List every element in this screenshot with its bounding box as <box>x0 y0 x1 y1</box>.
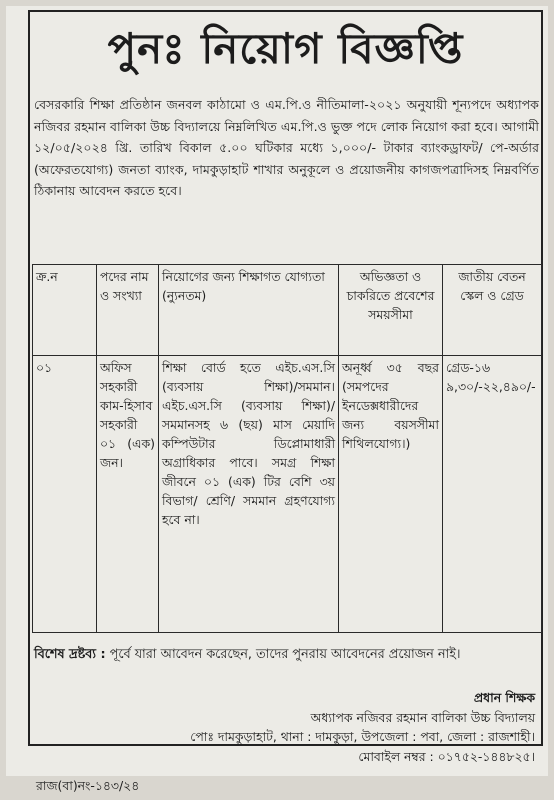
school-address: পোঃ দামকুড়াহাট, থানা : দামকুড়া, উপজেলা : পবা, জেলা : রাজশাহী। <box>190 729 535 744</box>
signatory-designation: প্রধান শিক্ষক <box>473 690 535 705</box>
cell-qualification: শিক্ষা বোর্ড হতে এইচ.এস.সি (ব্যবসায় শিক্ষা)/সমমান। এইচ.এস.সি (ব্যবসায় শিক্ষা)/সমমানসহ ৬ (ছয়) মাস মেয়াদি কম্পিউটার ডিপ্লোমাধারী অগ্রাধিকার পাবে। সমগ্র শিক্ষা জীবনে ০১ (এক) টির বেশি ৩য় বিভাগ/ শ্রেণি/ সমমান গ্রহণযোগ্য হবে না। <box>159 356 339 633</box>
header-post: পদের নাম ও সংখ্যা <box>97 265 159 356</box>
page-title: পুনঃ নিয়োগ বিজ্ঞপ্তি <box>107 24 464 73</box>
special-note-text: পূর্বে যারা আবেদন করেছেন, তাদের পুনরায় আবেদনের প্রয়োজন নাই। <box>109 647 461 662</box>
cell-post: অফিস সহকারী কাম-হিসাব সহকারী ০১ (এক) জন। <box>97 356 159 633</box>
intro-paragraph: বেসরকারি শিক্ষা প্রতিষ্ঠান জনবল কাঠামো ও এম.পি.ও নীতিমালা-২০২১ অনুযায়ী শূন্যপদে অধ্যাপক নজিবর রহমান বালিকা উচ্চ বিদ্যালয়ে নিম্নলিখিত এম.পি.ও ভুক্ত পদে লোক নিয়োগ করা হবে। আগামী ১২/০৫/২০২৪ খ্রি. তারিখ বিকাল ৫.০০ ঘটিকার মধ্যে ১,০০০/- টাকার ব্যাংকড্রাফট/ পে-অর্ডার (অফেরতযোগ্য) জনতা ব্যাংক, দামকুড়াহাট শাখার অনুকূলে ও প্রয়োজনীয় কাগজপত্রাদিসহ নিম্নবর্ণিত ঠিকানায় আবেদন করতে হবে। <box>34 97 539 198</box>
header-qualification: নিয়োগের জন্য শিক্ষাগত যোগ্যতা (ন্যুনতম) <box>159 265 339 356</box>
cell-experience: অনূর্ধ্ব ৩৫ বছর (সমপদের ইনডেক্সধারীদের জন্য বয়সসীমা শিথিলযোগ্য।) <box>339 356 443 633</box>
vacancy-table <box>32 264 542 633</box>
mobile-number: মোবাইল নম্বর : ০১৭৫২-১৪৪৮২৫। <box>358 748 535 764</box>
school-name: অধ্যাপক নজিবর রহমান বালিকা উচ্চ বিদ্যালয় <box>310 709 535 725</box>
table-header-row <box>33 265 542 356</box>
cell-serial: ০১ <box>33 356 97 633</box>
special-note-label: বিশেষ দ্রষ্টব্য : <box>34 647 106 662</box>
signature-block <box>35 688 535 766</box>
advertisement-frame <box>28 10 543 764</box>
header-experience: অভিজ্ঞতা ও চাকরিতে প্রবেশের সময়সীমা <box>339 265 443 356</box>
cell-scale: গ্রেড-১৬ ৯,৩০/-২২,৪৯০/- <box>443 356 542 633</box>
table-row <box>33 356 542 633</box>
special-note <box>34 644 539 665</box>
header-scale: জাতীয় বেতন স্কেল ও গ্রেড <box>443 265 542 356</box>
reference-number: রাজ(বা)নং-১৪৩/২৪ <box>36 778 140 793</box>
header-serial: ক্র.ন <box>33 265 97 356</box>
